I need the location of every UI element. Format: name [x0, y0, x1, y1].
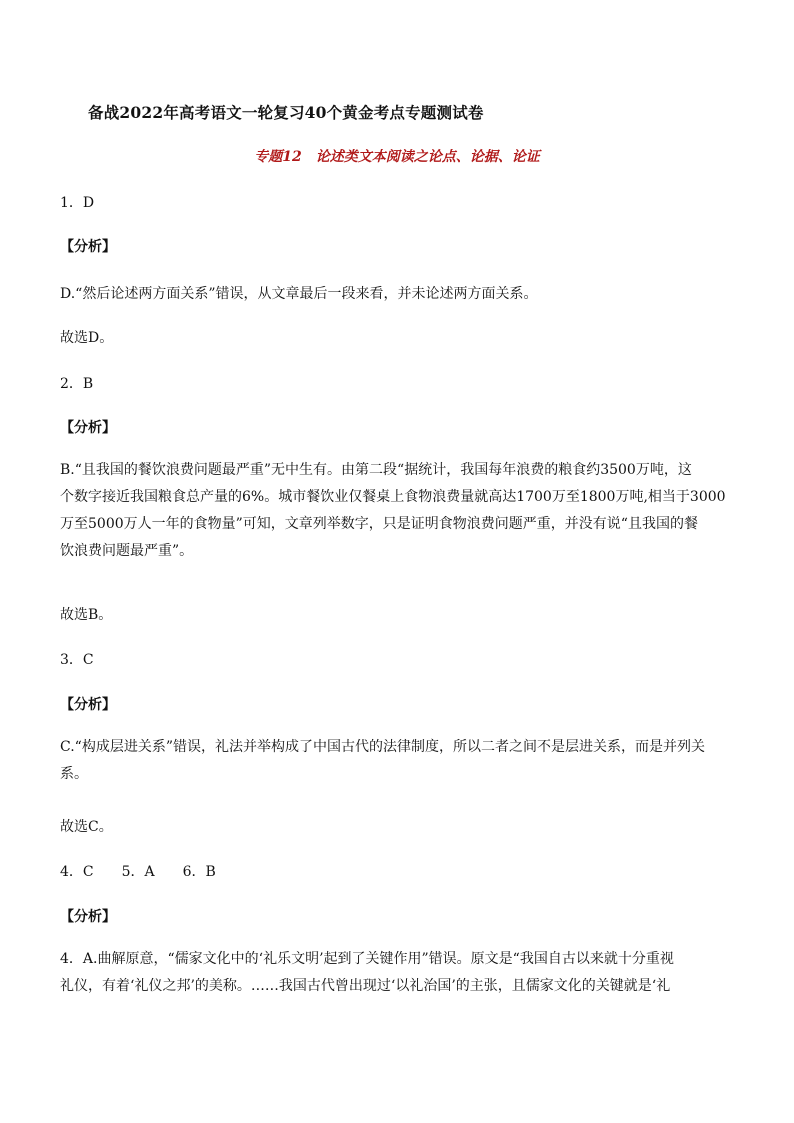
q3-answer: 3．C	[60, 652, 94, 668]
q2-explanation-line: 万至5000万人一年的食物量”可知，文章列举数字，只是证明食物浪费问题严重，并没有说“且我国的餐	[60, 516, 698, 532]
q3-explanation-line: 系。	[60, 766, 88, 782]
document-subtitle: 专题12 论述类文本阅读之论点、论据、论证	[254, 149, 540, 165]
q2-answer: 2．B	[60, 376, 94, 392]
q1-explanation: D.“然后论述两方面关系”错误，从文章最后一段来看，并未论述两方面关系。	[60, 286, 538, 302]
q456-answers: 4．C 5．A 6．B	[60, 864, 216, 880]
q2-explanation	[60, 457, 736, 565]
q4-explanation-line: 礼仪，有着‘礼仪之邦’的美称。……我国古代曾出现过‘以礼治国’的主张，且儒家文化的关键就是‘礼	[60, 978, 671, 994]
q3-analysis-label: 【分析】	[60, 697, 116, 713]
q4-explanation-line: 4．A.曲解原意，“儒家文化中的‘礼乐文明’起到了关键作用”错误。原文是“我国自古以来就十分重视	[60, 951, 674, 967]
q1-analysis-label: 【分析】	[60, 239, 116, 255]
document-title: 备战2022年高考语文一轮复习40个黄金考点专题测试卷	[88, 103, 484, 122]
q2-explanation-line: 饮浪费问题最严重”。	[60, 543, 194, 559]
q2-explanation-line: B.“且我国的餐饮浪费问题最严重”无中生有。由第二段“据统计，我国每年浪费的粮食约3500万吨，这	[60, 462, 692, 478]
q456-analysis-label: 【分析】	[60, 909, 116, 925]
q4-explanation	[60, 946, 736, 1000]
q2-analysis-label: 【分析】	[60, 420, 116, 436]
q3-explanation	[60, 734, 736, 788]
q1-answer: 1．D	[60, 195, 95, 211]
q2-explanation-line: 个数字接近我国粮食总产量的6%。城市餐饮业仅餐桌上食物浪费量就高达1700万至1800万吨,相当于3000	[60, 489, 726, 505]
q1-conclusion: 故选D。	[60, 330, 114, 346]
q2-conclusion: 故选B。	[60, 607, 113, 623]
q3-explanation-line: C.“构成层进关系”错误，礼法并举构成了中国古代的法律制度，所以二者之间不是层进关系，而是并列关	[60, 739, 705, 755]
q3-conclusion: 故选C。	[60, 819, 113, 835]
